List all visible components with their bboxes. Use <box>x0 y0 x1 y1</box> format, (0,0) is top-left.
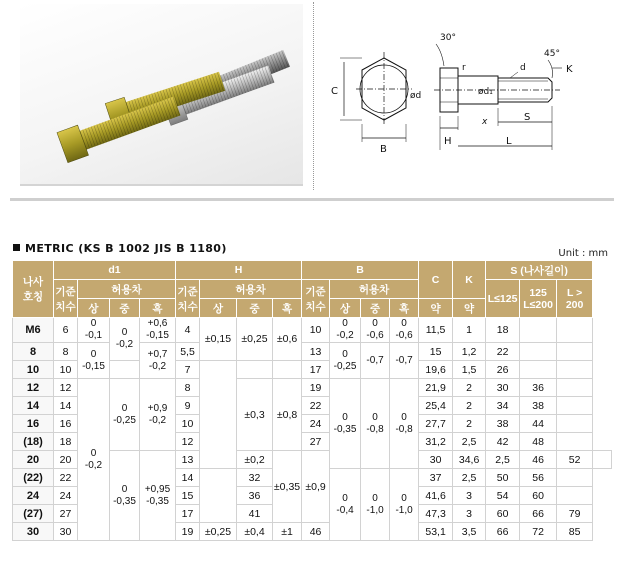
section-title-text: METRIC (KS B 1002 JIS B 1180) <box>25 242 227 255</box>
table-cell: 79 <box>557 505 593 523</box>
table-cell: (27) <box>13 505 54 523</box>
table-cell: 5,5 <box>176 343 200 361</box>
table-cell: 30 <box>419 451 453 469</box>
table-cell: 17 <box>302 361 330 379</box>
section-title <box>13 242 227 255</box>
header-s1: L≤125 <box>486 280 520 318</box>
table-cell <box>557 361 593 379</box>
table-cell: 46 <box>520 451 557 469</box>
table-cell: 50 <box>486 469 520 487</box>
table-cell: 24 <box>302 415 330 433</box>
table-cell: 0 -0,2 <box>330 318 361 343</box>
table-cell <box>200 469 237 523</box>
bolts-photo <box>20 4 303 184</box>
table-cell: 13 <box>176 451 200 469</box>
table-cell: 15 <box>176 487 200 505</box>
table-cell: 0 -0,4 <box>330 469 361 541</box>
table-cell: (22) <box>13 469 54 487</box>
table-cell: 2,5 <box>453 469 486 487</box>
header-k: K <box>453 261 486 299</box>
table-cell: 8 <box>54 343 78 361</box>
table-cell: 14 <box>54 397 78 415</box>
table-cell: 0 -0,8 <box>361 379 390 469</box>
table-cell: 37 <box>419 469 453 487</box>
drawing-label-h: H <box>444 136 452 147</box>
table-cell: 0 -0,35 <box>110 451 140 541</box>
header-b-upper: 상 <box>330 299 361 318</box>
header-h-middle: 중 <box>237 299 273 318</box>
table-cell: 47,3 <box>419 505 453 523</box>
table-cell: 6 <box>54 318 78 343</box>
table-cell: 85 <box>557 523 593 541</box>
table-row <box>13 343 612 361</box>
table-cell: 0 -0,6 <box>361 318 390 343</box>
table-cell <box>110 361 140 379</box>
header-b-middle: 중 <box>361 299 390 318</box>
table-cell: 22 <box>302 397 330 415</box>
table-cell: 56 <box>520 469 557 487</box>
table-cell: 12 <box>13 379 54 397</box>
table-cell: 30 <box>486 379 520 397</box>
header-h-std: 기준 치수 <box>176 280 200 318</box>
table-cell: 38 <box>520 397 557 415</box>
header-h-upper: 상 <box>200 299 237 318</box>
table-cell: 3 <box>453 505 486 523</box>
table-cell: 3 <box>453 487 486 505</box>
table-cell <box>557 487 593 505</box>
table-cell: 44 <box>520 415 557 433</box>
table-cell: ±0,2 <box>237 451 273 469</box>
table-cell <box>200 361 237 469</box>
header-d1-middle: 중 <box>110 299 140 318</box>
table-cell: 41,6 <box>419 487 453 505</box>
table-cell: 22 <box>486 343 520 361</box>
header-b-std: 기준 치수 <box>302 280 330 318</box>
table-cell: 2,5 <box>453 433 486 451</box>
header-d1-tol: 허용차 <box>78 280 176 299</box>
table-cell: 26 <box>486 361 520 379</box>
table-cell <box>520 318 557 343</box>
table-cell: 0 -0,35 <box>330 379 361 469</box>
table-cell: 14 <box>13 397 54 415</box>
header-c-sub: 약 <box>419 299 453 318</box>
table-cell: +0,6 -0,15 <box>140 318 176 343</box>
table-cell <box>557 469 593 487</box>
table-cell <box>557 433 593 451</box>
drawing-label-45: 45° <box>544 49 560 59</box>
table-cell: 2,5 <box>486 451 520 469</box>
table-cell: 14 <box>176 469 200 487</box>
table-cell: 32 <box>237 469 273 487</box>
table-cell: 30 <box>54 523 78 541</box>
drawing-label-l: L <box>506 136 512 147</box>
drawing-label-r: r <box>462 63 466 73</box>
table-cell: ±0,4 <box>237 523 273 541</box>
header-b-coarse: 흑 <box>390 299 419 318</box>
table-cell: ±0,25 <box>237 318 273 361</box>
table-cell: 66 <box>520 505 557 523</box>
table-cell: 25,4 <box>419 397 453 415</box>
table-cell: 27,7 <box>419 415 453 433</box>
table-cell: 60 <box>486 505 520 523</box>
table-cell: 4 <box>176 318 200 343</box>
header-nominal: 나사 호칭 <box>13 261 54 318</box>
header-s: S (나사길이) <box>486 261 593 280</box>
table-cell: 0 -0,2 <box>110 318 140 361</box>
table-cell: 13 <box>302 343 330 361</box>
header-h-tol: 허용차 <box>200 280 302 299</box>
header-s3: L > 200 <box>557 280 593 318</box>
table-cell: 53,1 <box>419 523 453 541</box>
table-cell: -0,7 <box>361 343 390 379</box>
drawing-label-s: S <box>524 112 531 123</box>
table-cell <box>593 451 612 469</box>
table-cell <box>520 361 557 379</box>
table-cell: ±0,3 <box>237 379 273 451</box>
table-cell: 0 -0,1 <box>78 318 110 343</box>
table-cell: 52 <box>557 451 593 469</box>
drawing-label-k: K <box>566 64 573 75</box>
table-cell: 15 <box>419 343 453 361</box>
table-cell: 16 <box>54 415 78 433</box>
table-cell: +0,95 -0,35 <box>140 451 176 541</box>
header-d1-coarse: 흑 <box>140 299 176 318</box>
table-cell <box>557 379 593 397</box>
table-cell: 0 -0,6 <box>390 318 419 343</box>
table-cell: 9 <box>176 397 200 415</box>
table-cell: 31,2 <box>419 433 453 451</box>
table-cell: 36 <box>237 487 273 505</box>
table-cell <box>237 361 273 379</box>
header-k-sub: 약 <box>453 299 486 318</box>
table-cell: (18) <box>13 433 54 451</box>
table-cell: 66 <box>486 523 520 541</box>
table-cell <box>557 415 593 433</box>
table-cell: 10 <box>302 318 330 343</box>
unit-label: Unit : mm <box>558 248 608 259</box>
table-row <box>13 318 612 343</box>
table-cell: 22 <box>54 469 78 487</box>
table-cell: M6 <box>13 318 54 343</box>
header-d1-std: 기준 치수 <box>54 280 78 318</box>
drawing-label-c: C <box>331 86 338 97</box>
table-cell: 24 <box>54 487 78 505</box>
table-cell: 24 <box>13 487 54 505</box>
table-cell: 0 -0,15 <box>78 343 110 379</box>
table-cell: 8 <box>13 343 54 361</box>
table-cell: ±0,15 <box>200 318 237 361</box>
table-cell: 19 <box>302 379 330 397</box>
table-cell: 34 <box>486 397 520 415</box>
table-cell: 38 <box>486 415 520 433</box>
table-cell: 20 <box>13 451 54 469</box>
table-cell: 1,2 <box>453 343 486 361</box>
table-cell: -0,7 <box>390 343 419 379</box>
table-cell: ±0,35 <box>273 451 302 523</box>
table-cell: 1,5 <box>453 361 486 379</box>
header-b: B <box>302 261 419 280</box>
table-cell: 36 <box>520 379 557 397</box>
header-h-coarse: 흑 <box>273 299 302 318</box>
table-cell: 12 <box>54 379 78 397</box>
table-cell: ±0,6 <box>273 318 302 361</box>
table-cell: 10 <box>54 361 78 379</box>
table-cell: 2 <box>453 397 486 415</box>
table-cell <box>273 361 302 379</box>
bolts-illustration <box>20 4 303 184</box>
table-cell: 17 <box>176 505 200 523</box>
header-s2: 125 L≤200 <box>520 280 557 318</box>
drawing-label-od1: ød₁ <box>478 87 493 97</box>
table-cell: +0,7 -0,2 <box>140 343 176 379</box>
table-cell: +0,9 -0,2 <box>140 379 176 451</box>
table-cell: 16 <box>13 415 54 433</box>
table-cell: 27 <box>302 433 330 451</box>
table-cell: 18 <box>486 318 520 343</box>
bullet-square-icon <box>13 244 20 251</box>
table-cell: 0 -0,25 <box>110 379 140 451</box>
table-cell: 2 <box>453 415 486 433</box>
table-cell: 0 -0,25 <box>330 343 361 379</box>
table-cell: 0 -0,8 <box>390 379 419 469</box>
table-cell: 21,9 <box>419 379 453 397</box>
table-row <box>13 379 612 397</box>
table-cell: 0 -1,0 <box>390 469 419 541</box>
table-cell <box>557 343 593 361</box>
table-cell: 41 <box>237 505 273 523</box>
drawing-label-d: d <box>520 63 526 73</box>
table-cell: 10 <box>13 361 54 379</box>
table-cell: ±0,9 <box>302 451 330 523</box>
table-cell: ±0,8 <box>273 379 302 451</box>
table-cell <box>520 343 557 361</box>
spec-table <box>12 260 612 541</box>
table-cell: 19,6 <box>419 361 453 379</box>
table-cell: 20 <box>54 451 78 469</box>
table-cell: ±1 <box>273 523 302 541</box>
table-cell: 0 -1,0 <box>361 469 390 541</box>
bolt-technical-drawing <box>322 22 612 174</box>
table-cell: 8 <box>176 379 200 397</box>
table-cell: 54 <box>486 487 520 505</box>
table-cell: 12 <box>176 433 200 451</box>
table-cell: 48 <box>520 433 557 451</box>
drawing-label-b: B <box>380 144 387 155</box>
vertical-divider <box>313 2 314 190</box>
table-cell: ±0,25 <box>200 523 237 541</box>
table-cell: 2 <box>453 379 486 397</box>
table-cell: 60 <box>520 487 557 505</box>
header-h: H <box>176 261 302 280</box>
table-cell: 18 <box>54 433 78 451</box>
drawing-label-30: 30° <box>440 33 456 43</box>
header-b-tol: 허용차 <box>330 280 419 299</box>
drawing-label-x: x <box>482 117 488 127</box>
header-d1-upper: 상 <box>78 299 110 318</box>
table-cell: 34,6 <box>453 451 486 469</box>
table-cell: 46 <box>302 523 330 541</box>
header-c: C <box>419 261 453 299</box>
table-cell: 11,5 <box>419 318 453 343</box>
table-cell: 7 <box>176 361 200 379</box>
table-cell <box>557 397 593 415</box>
table-cell: 72 <box>520 523 557 541</box>
header-d1: d1 <box>54 261 176 280</box>
table-cell: 19 <box>176 523 200 541</box>
table-cell: 27 <box>54 505 78 523</box>
drawing-label-od: ød <box>410 91 422 101</box>
table-cell: 0 -0,2 <box>78 379 110 541</box>
table-cell: 42 <box>486 433 520 451</box>
section-divider <box>10 198 614 201</box>
table-cell: 10 <box>176 415 200 433</box>
table-cell <box>557 318 593 343</box>
photo-shadow <box>20 184 303 186</box>
table-cell: 1 <box>453 318 486 343</box>
table-cell: 30 <box>13 523 54 541</box>
table-cell: 3,5 <box>453 523 486 541</box>
